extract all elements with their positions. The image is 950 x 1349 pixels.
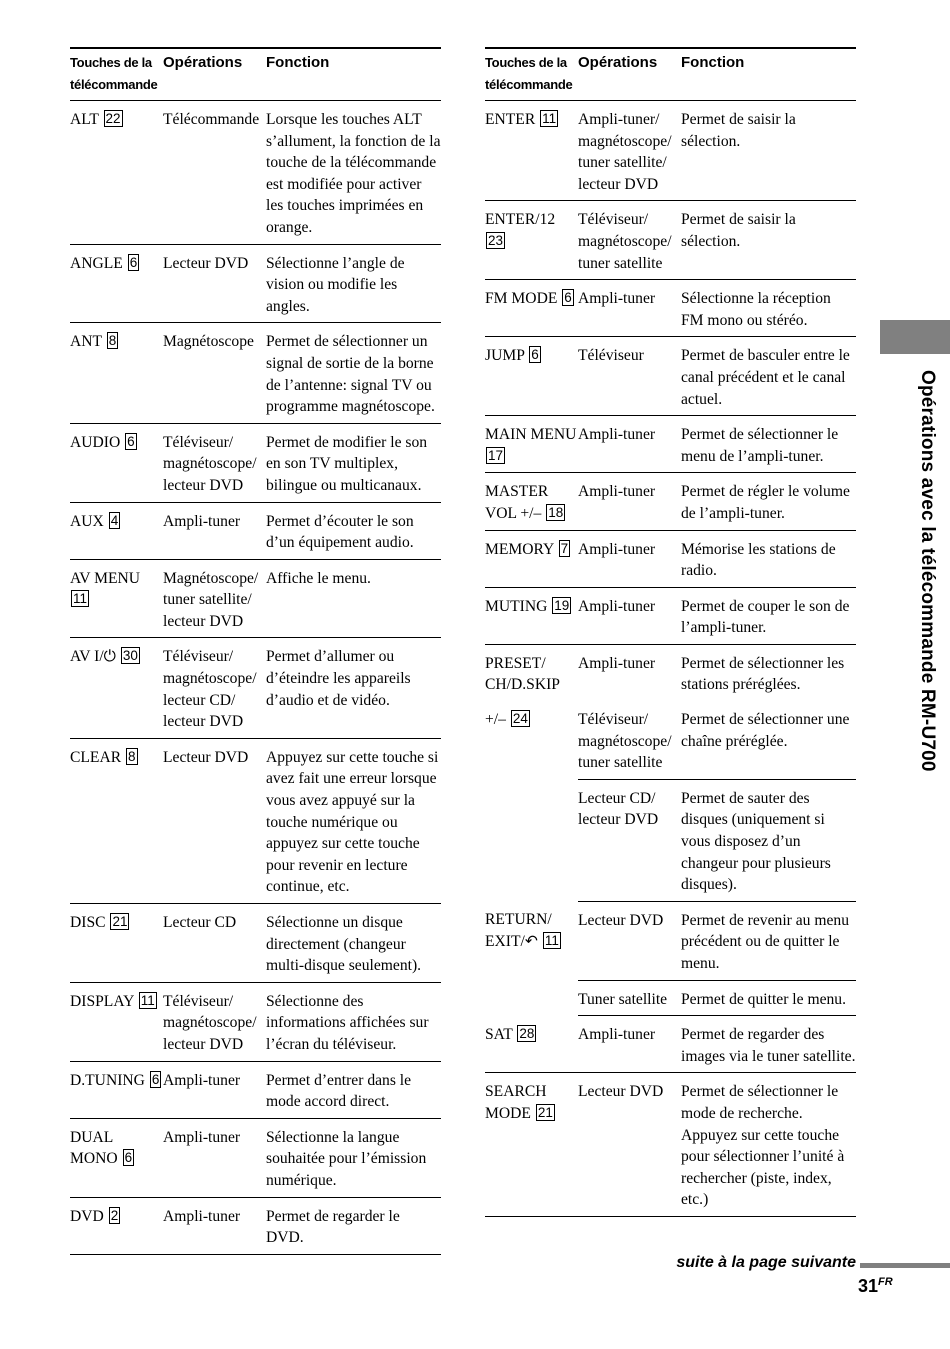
operation-cell: Ampli-tuner — [163, 1197, 266, 1254]
key-cell — [70, 904, 163, 983]
function-cell: Affiche le menu. — [266, 559, 441, 638]
key-number-badge: 23 — [488, 232, 504, 248]
key-number-badge: 6 — [151, 1071, 160, 1087]
key-label: AUDIO — [70, 433, 121, 451]
table-row — [485, 101, 856, 201]
key-cell — [70, 244, 163, 323]
key-number-badge: 11 — [140, 992, 155, 1008]
key-cell — [485, 587, 578, 644]
footer-bar — [860, 1263, 950, 1268]
key-label: ANT — [70, 333, 102, 351]
function-cell: Permet de sauter des disques (uniquement si vous disposez d’un changeur pour plusieurs disques). — [681, 779, 856, 901]
left-column — [70, 47, 441, 1255]
operation-cell: Téléviseur/ magnétoscope/ lecteur CD/ lecteur DVD — [163, 638, 266, 738]
table-row — [485, 1016, 856, 1073]
function-cell: Permet d’entrer dans le mode accord direct. — [266, 1061, 441, 1118]
table-row — [485, 980, 856, 1016]
function-cell: Permet de revenir au menu précédent ou de quitter le menu. — [681, 901, 856, 980]
function-cell: Permet de quitter le menu. — [681, 980, 856, 1016]
header-operations: Opérations — [578, 48, 681, 101]
key-cell — [70, 1061, 163, 1118]
table-row — [70, 559, 441, 638]
operation-cell: Ampli-tuner — [163, 502, 266, 559]
operation-cell: Magnétoscope/ tuner satellite/ lecteur DVD — [163, 559, 266, 638]
operation-cell: Télécommande — [163, 101, 266, 245]
table-row — [485, 280, 856, 337]
table-row — [485, 416, 856, 473]
function-cell: Sélectionne la langue souhaitée pour l’émission numérique. — [266, 1118, 441, 1197]
table-row — [70, 982, 441, 1061]
key-cell — [485, 473, 578, 530]
key-number-badge: 21 — [537, 1104, 553, 1120]
key-label: DVD — [70, 1207, 104, 1225]
function-cell: Permet de sélectionner une chaîne préréglée. — [681, 701, 856, 779]
operation-cell: Ampli-tuner — [578, 280, 681, 337]
key-cell — [70, 982, 163, 1061]
key-cell — [70, 738, 163, 903]
remote-keys-table-right — [485, 47, 856, 1217]
section-tab-marker — [880, 320, 950, 354]
key-cell — [485, 779, 578, 901]
key-label: AUX — [70, 512, 104, 530]
table-row — [485, 1073, 856, 1217]
operation-cell: Ampli-tuner — [163, 1061, 266, 1118]
function-cell: Permet de saisir la sélection. — [681, 201, 856, 280]
key-number-badge: 22 — [105, 111, 121, 126]
header-keys: Touches de la télécommande — [485, 48, 578, 101]
table-row — [485, 530, 856, 587]
key-cell — [70, 101, 163, 245]
key-label: ENTER/12 — [485, 211, 556, 229]
table-header-row — [485, 48, 856, 101]
key-number-badge: 19 — [554, 597, 570, 613]
key-cell — [485, 101, 578, 201]
key-number-badge: 8 — [128, 748, 136, 764]
key-number-badge: 2 — [110, 1207, 119, 1223]
table-header-row — [70, 48, 441, 101]
table-row — [70, 638, 441, 738]
function-cell: Permet de sélectionner les stations préréglées. — [681, 654, 845, 694]
key-label: PRESET/ CH/D.SKIP — [485, 654, 560, 694]
key-cell — [485, 1016, 578, 1073]
operation-cell: Ampli-tuner — [578, 530, 681, 587]
operation-cell: Lecteur DVD — [578, 901, 681, 980]
table-row — [485, 587, 856, 644]
function-cell: Permet de modifier le son en son TV multiplex, bilingue ou multicanaux. — [266, 423, 441, 502]
key-cell — [485, 337, 578, 416]
operation-cell: Téléviseur/ magnétoscope/ tuner satellite — [578, 201, 681, 280]
key-number-badge: 11 — [542, 111, 557, 126]
function-cell: Sélectionne un disque directement (changeur multi-disque seulement). — [266, 904, 441, 983]
table-row — [70, 1197, 441, 1254]
function-cell: Mémorise les stations de radio. — [681, 530, 856, 587]
function-cell: Appuyez sur cette touche si avez fait une erreur lorsque vous avez appuyé sur la touche numérique ou appuyez sur cette touche pour revenir en lecture continue, etc. — [266, 738, 441, 903]
table-row — [70, 904, 441, 983]
operation-cell: Lecteur CD — [163, 904, 266, 983]
key-label: DUAL MONO — [70, 1128, 118, 1168]
key-cell — [485, 1073, 578, 1217]
key-label: MASTER VOL +/– — [485, 483, 549, 522]
function-cell: Permet d’écouter le son d’un équipement audio. — [266, 502, 441, 559]
key-label: AV MENU — [70, 569, 141, 587]
key-label: DISPLAY — [70, 992, 134, 1010]
key-label: D.TUNING — [70, 1071, 145, 1089]
key-label: RETURN/ EXIT/↶ — [485, 911, 552, 950]
key-label: ANGLE — [70, 254, 123, 272]
operation-cell: Ampli-tuner — [578, 587, 681, 644]
header-keys: Touches de la télécommande — [70, 48, 163, 101]
key-number-badge: 6 — [124, 1150, 133, 1166]
key-cell — [485, 201, 578, 280]
key-label: MEMORY — [485, 540, 554, 558]
operation-cell: Lecteur DVD — [163, 738, 266, 903]
operation-cell: Téléviseur/ magnétoscope/ lecteur DVD — [163, 423, 266, 502]
table-row — [70, 244, 441, 323]
table-row — [485, 473, 856, 530]
key-cell — [70, 638, 163, 738]
key-cell — [485, 644, 578, 701]
key-number-badge: 7 — [560, 540, 569, 556]
page-number — [858, 1276, 893, 1297]
table-row — [485, 901, 856, 980]
table-row — [70, 101, 441, 245]
key-label: MUTING — [485, 597, 548, 615]
right-column — [485, 47, 856, 1217]
operation-cell: Téléviseur/ magnétoscope/ tuner satellite — [578, 701, 681, 779]
key-label: DISC — [70, 914, 106, 931]
operation-cell: Téléviseur — [578, 337, 681, 416]
table-row — [70, 323, 441, 423]
key-cell — [485, 701, 578, 779]
operation-cell: Lecteur DVD — [163, 244, 266, 323]
key-cell — [70, 423, 163, 502]
function-cell: Sélectionne la réception FM mono ou stéréo. — [681, 280, 856, 337]
key-number-badge: 11 — [73, 591, 88, 607]
table-row — [485, 201, 856, 280]
operation-cell: Lecteur CD/ lecteur DVD — [578, 779, 681, 901]
function-cell: Sélectionne des informations affichées sur l’écran du téléviseur. — [266, 982, 441, 1061]
table-row — [485, 644, 856, 701]
key-cell — [70, 502, 163, 559]
key-number-badge: 6 — [531, 347, 539, 363]
function-cell: Permet de régler le volume de l’ampli-tuner. — [681, 473, 856, 530]
key-label: ALT — [70, 111, 99, 128]
operation-cell: Ampli-tuner — [578, 1016, 681, 1073]
page-number-value: 31 — [858, 1276, 879, 1296]
table-row — [485, 701, 856, 779]
header-function: Fonction — [681, 48, 856, 101]
operation-cell: Téléviseur/ magnétoscope/ lecteur DVD — [163, 982, 266, 1061]
table-row — [485, 779, 856, 901]
key-label: FM MODE — [485, 290, 558, 308]
key-label: +/– — [485, 711, 506, 729]
operation-cell: Ampli-tuner — [578, 416, 681, 473]
key-cell — [70, 1197, 163, 1254]
key-number-badge: 6 — [129, 254, 138, 270]
key-cell — [70, 559, 163, 638]
key-label: ENTER — [485, 111, 536, 128]
table-row — [70, 423, 441, 502]
continued-note: suite à la page suivante — [676, 1254, 856, 1271]
section-side-title: Opérations avec la télécommande RM-U700 — [917, 370, 938, 772]
key-cell — [485, 980, 578, 1016]
table-row — [485, 337, 856, 416]
key-label: SEARCH MODE — [485, 1083, 547, 1122]
key-label: JUMP — [485, 347, 525, 365]
page-language-suffix: FR — [878, 1276, 893, 1288]
key-number-badge: 24 — [512, 711, 528, 727]
key-number-badge: 8 — [108, 333, 117, 349]
key-cell — [485, 280, 578, 337]
function-cell: Permet d’allumer ou d’éteindre les appareils d’audio et de vidéo. — [266, 638, 441, 738]
operation-cell: Ampli-tuner/ magnétoscope/ tuner satellite/ lecteur DVD — [578, 101, 681, 201]
function-cell: Permet de sélectionner le menu de l’ampli-tuner. — [681, 416, 856, 473]
function-cell: Lorsque les touches ALT s’allument, la fonction de la touche de la télécommande est modifiée pour activer les touches imprimées en orange. — [266, 101, 441, 245]
table-row — [70, 738, 441, 903]
operation-cell: Tuner satellite — [578, 980, 681, 1016]
operation-cell: Magnétoscope — [163, 323, 266, 423]
key-number-badge: 18 — [548, 504, 564, 520]
function-cell: Sélectionne l’angle de vision ou modifie les angles. — [266, 244, 441, 323]
key-label: AV I/⏻ — [70, 648, 116, 666]
function-cell: Permet de saisir la sélection. — [681, 101, 856, 201]
function-cell: Permet de regarder des images via le tuner satellite. — [681, 1016, 856, 1073]
function-cell: Permet de sélectionner le mode de recherche. Appuyez sur cette touche pour sélectionner l’unité à rechercher (piste, index, etc.) — [681, 1073, 856, 1217]
key-cell — [485, 901, 578, 980]
function-cell: Permet de regarder le DVD. — [266, 1197, 441, 1254]
key-number-badge: 4 — [110, 512, 119, 528]
operation-cell: Ampli-tuner — [163, 1118, 266, 1197]
function-cell: Permet de basculer entre le canal précédent et le canal actuel. — [681, 337, 856, 416]
function-cell: Permet de sélectionner un signal de sortie de la borne de l’antenne: signal TV ou programme magnétoscope. — [266, 323, 441, 423]
function-cell: Permet de couper le son de l’ampli-tuner. — [681, 587, 856, 644]
key-cell — [70, 323, 163, 423]
header-function: Fonction — [266, 48, 441, 101]
key-cell — [70, 1118, 163, 1197]
key-number-badge: 6 — [127, 433, 135, 449]
key-label: CLEAR — [70, 748, 122, 766]
operation-cell: Lecteur DVD — [578, 1073, 681, 1217]
key-number-badge: 28 — [519, 1025, 535, 1041]
table-row — [70, 502, 441, 559]
key-number-badge: 30 — [122, 648, 138, 664]
key-label: MAIN MENU — [485, 426, 577, 444]
key-cell — [485, 530, 578, 587]
operation-cell: Ampli-tuner — [578, 473, 681, 530]
remote-keys-table-left — [70, 47, 441, 1255]
key-number-badge: 17 — [488, 447, 504, 463]
key-label: SAT — [485, 1025, 513, 1043]
table-row — [70, 1118, 441, 1197]
table-row — [70, 1061, 441, 1118]
header-operations: Opérations — [163, 48, 266, 101]
key-number-badge: 11 — [544, 932, 559, 948]
operation-cell: Ampli-tuner — [578, 654, 656, 672]
key-number-badge: 21 — [112, 914, 128, 929]
key-cell — [485, 416, 578, 473]
key-number-badge: 6 — [564, 290, 572, 306]
